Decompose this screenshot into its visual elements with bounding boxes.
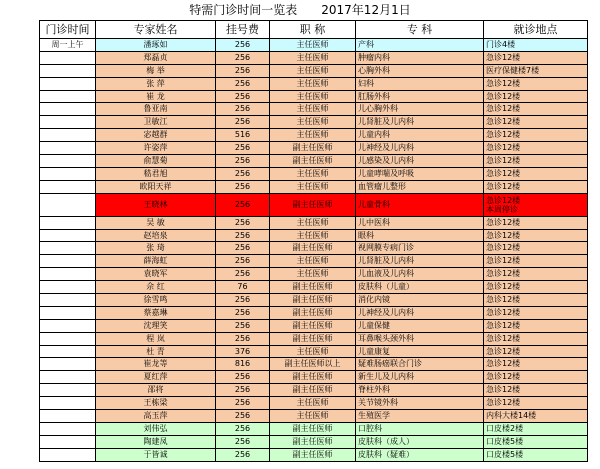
table-row bbox=[40, 90, 588, 103]
fee-cell: 256 bbox=[216, 242, 270, 255]
title-cell: 副主任医师 bbox=[270, 332, 356, 345]
table-body bbox=[40, 39, 588, 462]
title-cell: 主任医师 bbox=[270, 397, 356, 410]
doctor-name-cell: 沈理笑 bbox=[96, 319, 216, 332]
clinic-time-cell bbox=[40, 319, 96, 332]
title-cell: 副主任医师 bbox=[270, 448, 356, 461]
title-cell: 主任医师 bbox=[270, 167, 356, 180]
department-cell: 眼科 bbox=[356, 229, 484, 242]
clinic-schedule-table bbox=[39, 20, 588, 462]
location-cell: 急诊12楼 bbox=[484, 294, 588, 307]
location-cell: 门诊4楼 bbox=[484, 39, 588, 52]
fee-cell: 256 bbox=[216, 116, 270, 129]
location-cell: 急诊12楼 bbox=[484, 229, 588, 242]
doctor-name-cell: 宓越群 bbox=[96, 129, 216, 142]
location-cell: 急诊12楼 bbox=[484, 306, 588, 319]
title-cell: 副主任医师 bbox=[270, 193, 356, 216]
doctor-name-cell: 刘伟弘 bbox=[96, 422, 216, 435]
doctor-name-cell: 吴 敏 bbox=[96, 216, 216, 229]
title-cell: 副主任医师 bbox=[270, 155, 356, 168]
location-cell: 急诊12楼 bbox=[484, 332, 588, 345]
location-cell: 急诊12楼 bbox=[484, 319, 588, 332]
doctor-name-cell: 俞慧菊 bbox=[96, 155, 216, 168]
location-cell: 口皮楼5楼 bbox=[484, 448, 588, 461]
location-cell: 急诊12楼 bbox=[484, 358, 588, 371]
location-cell: 急诊12楼 bbox=[484, 255, 588, 268]
clinic-time-cell bbox=[40, 116, 96, 129]
doctor-name-cell: 杜 青 bbox=[96, 345, 216, 358]
fee-cell: 256 bbox=[216, 167, 270, 180]
table-row bbox=[40, 397, 588, 410]
fee-cell: 256 bbox=[216, 229, 270, 242]
department-cell: 视网膜专病门诊 bbox=[356, 242, 484, 255]
location-cell: 内科大楼14楼 bbox=[484, 410, 588, 423]
header-row bbox=[40, 21, 588, 39]
department-cell: 儿童骨科 bbox=[356, 193, 484, 216]
fee-cell: 76 bbox=[216, 281, 270, 294]
table-row bbox=[40, 435, 588, 448]
location-cell: 急诊12楼 bbox=[484, 397, 588, 410]
location-cell: 急诊12楼 bbox=[484, 129, 588, 142]
fee-cell: 256 bbox=[216, 410, 270, 423]
department-cell: 耳鼻喉头颈外科 bbox=[356, 332, 484, 345]
fee-cell: 256 bbox=[216, 422, 270, 435]
location-cell: 急诊12楼 bbox=[484, 345, 588, 358]
clinic-time-cell bbox=[40, 77, 96, 90]
location-cell: 医疗保健楼7楼 bbox=[484, 64, 588, 77]
table-row bbox=[40, 77, 588, 90]
doctor-name-cell: 王晓林 bbox=[96, 193, 216, 216]
department-cell: 儿感染及儿内科 bbox=[356, 155, 484, 168]
clinic-time-cell bbox=[40, 216, 96, 229]
title-cell: 主任医师 bbox=[270, 129, 356, 142]
clinic-time-cell bbox=[40, 51, 96, 64]
clinic-time-cell bbox=[40, 193, 96, 216]
doctor-name-cell: 薛海虹 bbox=[96, 255, 216, 268]
table-row bbox=[40, 64, 588, 77]
table-row bbox=[40, 306, 588, 319]
department-cell: 儿神经及儿内科 bbox=[356, 142, 484, 155]
table-row bbox=[40, 268, 588, 281]
location-cell: 急诊12楼 bbox=[484, 281, 588, 294]
fee-cell: 256 bbox=[216, 306, 270, 319]
clinic-time-cell bbox=[40, 129, 96, 142]
clinic-time-cell bbox=[40, 90, 96, 103]
title-cell: 副主任医师 bbox=[270, 422, 356, 435]
fee-cell: 256 bbox=[216, 294, 270, 307]
title-cell: 副主任医师 bbox=[270, 281, 356, 294]
department-cell: 脊柱外科 bbox=[356, 384, 484, 397]
title-cell: 主任医师 bbox=[270, 255, 356, 268]
department-cell: 消化内镜 bbox=[356, 294, 484, 307]
fee-cell: 516 bbox=[216, 129, 270, 142]
fee-cell: 256 bbox=[216, 448, 270, 461]
title-cell: 副主任医师 bbox=[270, 142, 356, 155]
title-cell: 主任医师 bbox=[270, 229, 356, 242]
table-row bbox=[40, 229, 588, 242]
table-row bbox=[40, 242, 588, 255]
title-cell: 主任医师 bbox=[270, 64, 356, 77]
title-cell: 副主任医师 bbox=[270, 384, 356, 397]
clinic-time-cell bbox=[40, 281, 96, 294]
title-cell: 主任医师 bbox=[270, 410, 356, 423]
title-cell: 主任医师 bbox=[270, 77, 356, 90]
fee-cell: 256 bbox=[216, 193, 270, 216]
header-fee: 挂号费 bbox=[216, 21, 270, 39]
doctor-name-cell: 王栋梁 bbox=[96, 397, 216, 410]
department-cell: 产科 bbox=[356, 39, 484, 52]
title-cell: 主任医师 bbox=[270, 268, 356, 281]
clinic-time-cell bbox=[40, 345, 96, 358]
clinic-time-cell bbox=[40, 332, 96, 345]
department-cell: 儿血液及儿内科 bbox=[356, 268, 484, 281]
department-cell: 口腔科 bbox=[356, 422, 484, 435]
fee-cell: 256 bbox=[216, 90, 270, 103]
fee-cell: 256 bbox=[216, 39, 270, 52]
fee-cell: 256 bbox=[216, 397, 270, 410]
doctor-name-cell: 赵培泉 bbox=[96, 229, 216, 242]
doctor-name-cell: 张 琦 bbox=[96, 242, 216, 255]
doctor-name-cell: 袁晓军 bbox=[96, 268, 216, 281]
clinic-time-cell bbox=[40, 167, 96, 180]
table-row bbox=[40, 39, 588, 52]
doctor-name-cell: 崔龙等 bbox=[96, 358, 216, 371]
location-cell: 急诊12楼 bbox=[484, 268, 588, 281]
clinic-time-cell bbox=[40, 229, 96, 242]
location-cell: 急诊12楼 bbox=[484, 142, 588, 155]
fee-cell: 256 bbox=[216, 371, 270, 384]
clinic-time-cell bbox=[40, 435, 96, 448]
title-cell: 副主任医师 bbox=[270, 435, 356, 448]
fee-cell: 256 bbox=[216, 319, 270, 332]
fee-cell: 816 bbox=[216, 358, 270, 371]
department-cell: 生殖医学 bbox=[356, 410, 484, 423]
title-cell: 主任医师 bbox=[270, 116, 356, 129]
department-cell: 皮肤科（儿童） bbox=[356, 281, 484, 294]
table-row bbox=[40, 116, 588, 129]
fee-cell: 256 bbox=[216, 268, 270, 281]
fee-cell: 256 bbox=[216, 77, 270, 90]
clinic-time-cell bbox=[40, 155, 96, 168]
clinic-time-cell bbox=[40, 358, 96, 371]
fee-cell: 376 bbox=[216, 345, 270, 358]
table-row bbox=[40, 155, 588, 168]
fee-cell: 256 bbox=[216, 64, 270, 77]
location-cell: 急诊12楼 bbox=[484, 77, 588, 90]
header-title: 职 称 bbox=[270, 21, 356, 39]
page-title: 特需门诊时间一览表 2017年12月1日 bbox=[189, 3, 411, 17]
department-cell: 肛肠外科 bbox=[356, 90, 484, 103]
doctor-name-cell: 徐雪鸣 bbox=[96, 294, 216, 307]
title-cell: 主任医师 bbox=[270, 90, 356, 103]
doctor-name-cell: 郑磊贞 bbox=[96, 51, 216, 64]
location-cell: 急诊12楼 bbox=[484, 155, 588, 168]
header-location: 就诊地点 bbox=[484, 21, 588, 39]
clinic-time-cell bbox=[40, 180, 96, 193]
department-cell: 血管瘤儿整形 bbox=[356, 180, 484, 193]
location-cell: 急诊12楼 bbox=[484, 116, 588, 129]
table-row bbox=[40, 180, 588, 193]
fee-cell: 256 bbox=[216, 142, 270, 155]
clinic-time-cell bbox=[40, 397, 96, 410]
table-row bbox=[40, 103, 588, 116]
title-cell: 副主任医师 bbox=[270, 294, 356, 307]
clinic-time-cell bbox=[40, 384, 96, 397]
title-cell: 副主任医师 bbox=[270, 306, 356, 319]
doctor-name-cell: 鲁亚南 bbox=[96, 103, 216, 116]
doctor-name-cell: 高玉萍 bbox=[96, 410, 216, 423]
table-row bbox=[40, 281, 588, 294]
doctor-name-cell: 欧阳天祥 bbox=[96, 180, 216, 193]
fee-cell: 256 bbox=[216, 155, 270, 168]
location-cell: 急诊12楼 bbox=[484, 90, 588, 103]
department-cell: 儿心胸外科 bbox=[356, 103, 484, 116]
doctor-name-cell: 许姿萍 bbox=[96, 142, 216, 155]
location-cell: 急诊12楼 bbox=[484, 371, 588, 384]
table-row bbox=[40, 384, 588, 397]
title-cell: 副主任医师 bbox=[270, 319, 356, 332]
table-row bbox=[40, 410, 588, 423]
department-cell: 新生儿及儿内科 bbox=[356, 371, 484, 384]
doctor-name-cell: 陶建凤 bbox=[96, 435, 216, 448]
clinic-time-cell bbox=[40, 103, 96, 116]
clinic-time-cell bbox=[40, 306, 96, 319]
department-cell: 肿瘤内科 bbox=[356, 51, 484, 64]
doctor-name-cell: 张 萍 bbox=[96, 77, 216, 90]
location-cell: 急诊12楼 bbox=[484, 216, 588, 229]
department-cell: 儿童哮喘及呼吸 bbox=[356, 167, 484, 180]
table-row bbox=[40, 332, 588, 345]
doctor-name-cell: 邵将 bbox=[96, 384, 216, 397]
department-cell: 儿神经及儿内科 bbox=[356, 306, 484, 319]
title-cell: 副主任医师以上 bbox=[270, 358, 356, 371]
fee-cell: 256 bbox=[216, 180, 270, 193]
department-cell: 皮肤科（疑难） bbox=[356, 448, 484, 461]
department-cell: 儿童保健 bbox=[356, 319, 484, 332]
title-cell: 副主任医师 bbox=[270, 371, 356, 384]
doctor-name-cell: 于皆诚 bbox=[96, 448, 216, 461]
location-cell: 急诊12楼 bbox=[484, 242, 588, 255]
title-cell: 主任医师 bbox=[270, 180, 356, 193]
title-cell: 主任医师 bbox=[270, 51, 356, 64]
table-row bbox=[40, 216, 588, 229]
doctor-name-cell: 潘琢如 bbox=[96, 39, 216, 52]
fee-cell: 256 bbox=[216, 255, 270, 268]
fee-cell: 256 bbox=[216, 51, 270, 64]
department-cell: 儿童康复 bbox=[356, 345, 484, 358]
title-cell: 副主任医师 bbox=[270, 242, 356, 255]
department-cell: 儿童内科 bbox=[356, 129, 484, 142]
location-cell: 急诊12楼 bbox=[484, 180, 588, 193]
title-cell: 主任医师 bbox=[270, 39, 356, 52]
doctor-name-cell: 卫敏江 bbox=[96, 116, 216, 129]
clinic-time-cell bbox=[40, 448, 96, 461]
department-cell: 皮肤科（成人） bbox=[356, 435, 484, 448]
department-cell: 心胸外科 bbox=[356, 64, 484, 77]
title-cell: 主任医师 bbox=[270, 103, 356, 116]
clinic-time-cell bbox=[40, 64, 96, 77]
table-row bbox=[40, 358, 588, 371]
fee-cell: 256 bbox=[216, 103, 270, 116]
clinic-time-cell bbox=[40, 410, 96, 423]
doctor-name-cell: 嵇君旭 bbox=[96, 167, 216, 180]
clinic-time-cell bbox=[40, 294, 96, 307]
title-cell: 主任医师 bbox=[270, 345, 356, 358]
doctor-name-cell: 蔡嘉琳 bbox=[96, 306, 216, 319]
clinic-time-cell bbox=[40, 142, 96, 155]
location-cell: 急诊12楼 本周停诊 bbox=[484, 193, 588, 216]
clinic-time-cell bbox=[40, 255, 96, 268]
table-row bbox=[40, 193, 588, 216]
header-clinic-time: 门诊时间 bbox=[40, 21, 96, 39]
clinic-time-cell bbox=[40, 268, 96, 281]
fee-cell: 256 bbox=[216, 216, 270, 229]
location-cell: 口皮楼5楼 bbox=[484, 435, 588, 448]
header-doctor-name: 专家姓名 bbox=[96, 21, 216, 39]
location-cell: 急诊12楼 bbox=[484, 51, 588, 64]
department-cell: 儿中医科 bbox=[356, 216, 484, 229]
clinic-time-cell bbox=[40, 242, 96, 255]
department-cell: 妇科 bbox=[356, 77, 484, 90]
table-row bbox=[40, 448, 588, 461]
department-cell: 关节镜外科 bbox=[356, 397, 484, 410]
fee-cell: 256 bbox=[216, 435, 270, 448]
fee-cell: 256 bbox=[216, 332, 270, 345]
table-row bbox=[40, 51, 588, 64]
doctor-name-cell: 夏红萍 bbox=[96, 371, 216, 384]
header-department: 专 科 bbox=[356, 21, 484, 39]
table-row bbox=[40, 142, 588, 155]
table-row bbox=[40, 319, 588, 332]
department-cell: 儿肾脏及儿内科 bbox=[356, 116, 484, 129]
table-row bbox=[40, 129, 588, 142]
location-cell: 口皮楼2楼 bbox=[484, 422, 588, 435]
doctor-name-cell: 梅 举 bbox=[96, 64, 216, 77]
title-cell: 主任医师 bbox=[270, 216, 356, 229]
table-row bbox=[40, 371, 588, 384]
department-cell: 儿肾脏及儿内科 bbox=[356, 255, 484, 268]
table-row bbox=[40, 255, 588, 268]
clinic-time-cell bbox=[40, 371, 96, 384]
doctor-name-cell: 佘 红 bbox=[96, 281, 216, 294]
table-row bbox=[40, 345, 588, 358]
table-row bbox=[40, 422, 588, 435]
table-row bbox=[40, 294, 588, 307]
clinic-time-cell bbox=[40, 422, 96, 435]
location-cell: 急诊12楼 bbox=[484, 167, 588, 180]
department-cell: 疑难肠癌联合门诊 bbox=[356, 358, 484, 371]
fee-cell: 256 bbox=[216, 384, 270, 397]
doctor-name-cell: 崔 龙 bbox=[96, 90, 216, 103]
doctor-name-cell: 程 岚 bbox=[96, 332, 216, 345]
location-cell: 急诊12楼 bbox=[484, 384, 588, 397]
table-row bbox=[40, 167, 588, 180]
location-cell: 急诊12楼 bbox=[484, 103, 588, 116]
clinic-time-cell: 周一上午 bbox=[40, 39, 96, 52]
